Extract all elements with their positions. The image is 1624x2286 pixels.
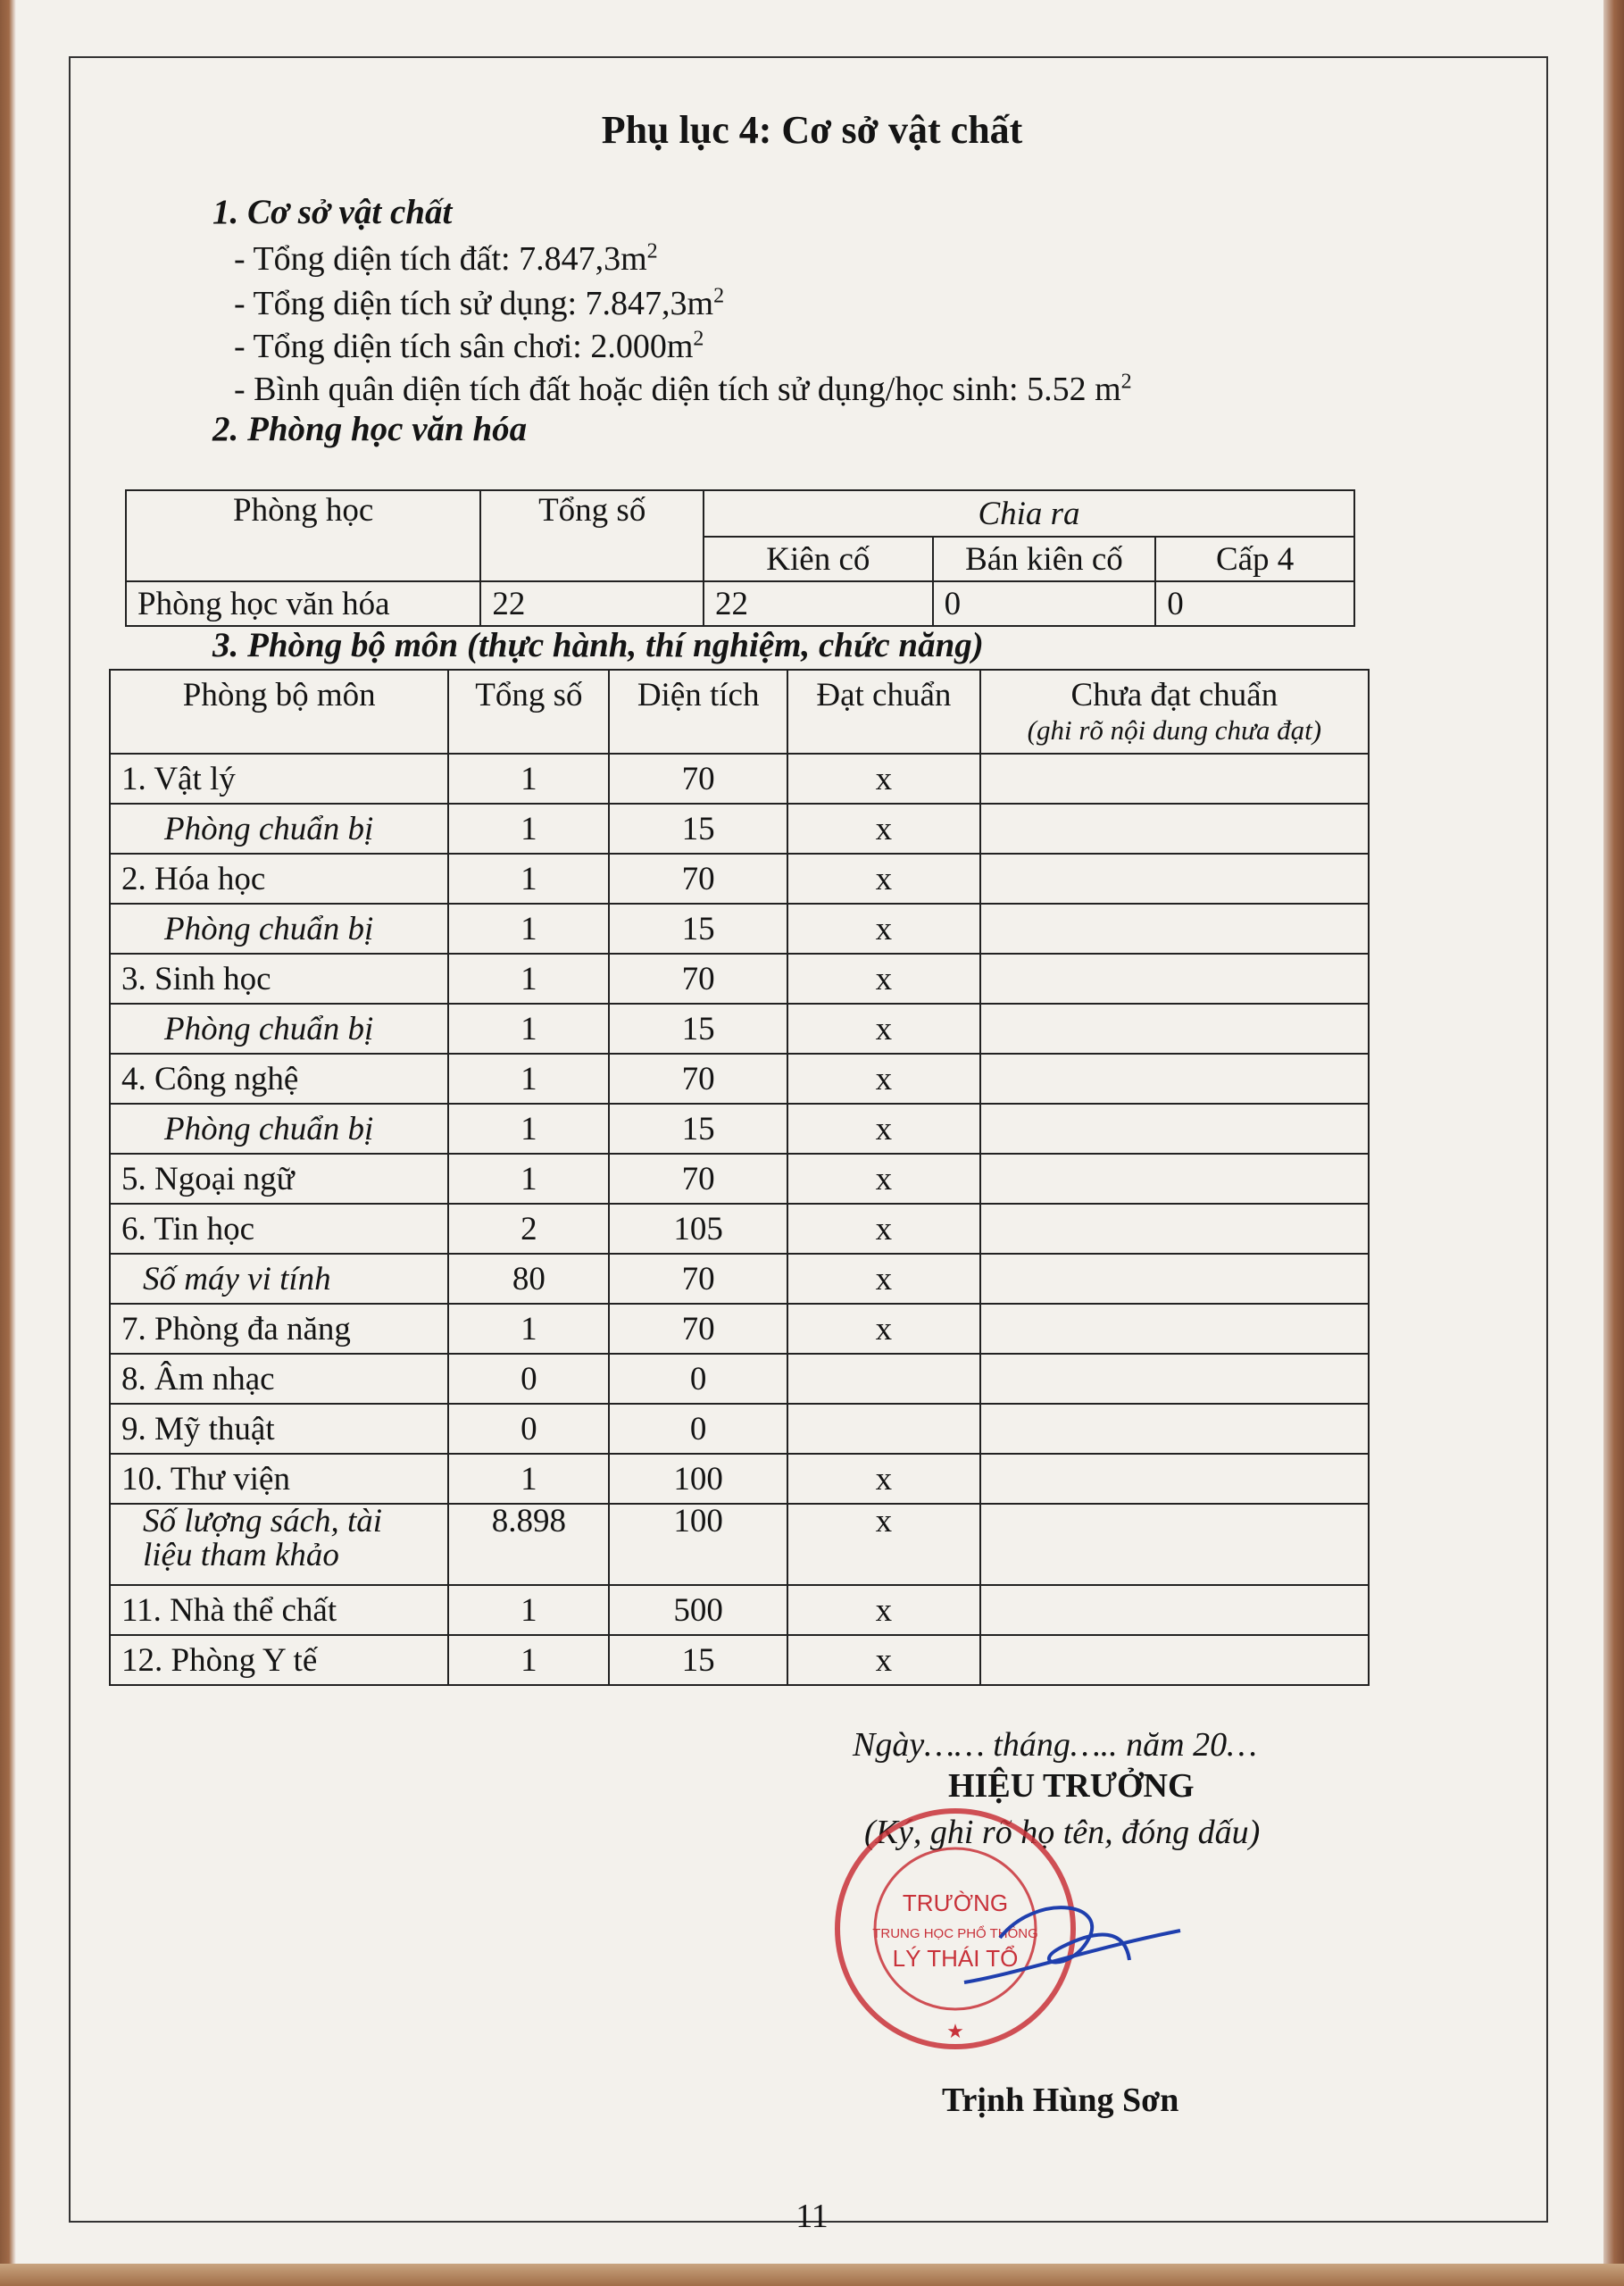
row-standard: x — [787, 1204, 980, 1254]
header-standard: Đạt chuẩn — [787, 670, 980, 754]
row-name: 2. Hóa học — [110, 854, 448, 904]
header-semi-solid: Bán kiên cố — [933, 537, 1156, 581]
section-2-heading: 2. Phòng học văn hóa — [212, 410, 528, 448]
header-subject-room: Phòng bộ môn — [110, 670, 448, 754]
row-total: 1 — [448, 854, 609, 904]
average-area-line: - Bình quân diện tích đất hoặc diện tích sử dụng/học sinh: 5.52 $m^2$ — [234, 370, 1132, 408]
row-area: 15 — [609, 1004, 787, 1054]
row-solid: 22 — [704, 581, 933, 626]
row-area: 15 — [609, 1635, 787, 1685]
table-row — [110, 1354, 1369, 1404]
row-area: 70 — [609, 1054, 787, 1104]
table-row — [110, 1154, 1369, 1204]
row-standard — [787, 1404, 980, 1454]
header-split: Chia ra — [704, 490, 1354, 537]
row-total: 1 — [448, 1304, 609, 1354]
table-row — [110, 1304, 1369, 1354]
row-standard: x — [787, 1154, 980, 1204]
table-surface — [0, 2264, 1624, 2286]
row-area: 15 — [609, 804, 787, 854]
row-total: 1 — [448, 1004, 609, 1054]
header-area: Diện tích — [609, 670, 787, 754]
row-standard: x — [787, 904, 980, 954]
svg-text:★: ★ — [946, 2020, 964, 2042]
row-total: 1 — [448, 754, 609, 804]
signature-note: (Ký, ghi rõ họ tên, đóng dấu) — [864, 1814, 1261, 1851]
row-area: 500 — [609, 1585, 787, 1635]
row-name: 6. Tin học — [110, 1204, 448, 1254]
table-row — [110, 954, 1369, 1004]
table-row — [110, 1054, 1369, 1104]
row-total: 1 — [448, 1635, 609, 1685]
row-total: 1 — [448, 1585, 609, 1635]
table-row — [110, 804, 1369, 854]
row-name: 8. Âm nhạc — [110, 1354, 448, 1404]
row-non-standard — [980, 1054, 1369, 1104]
row-standard: x — [787, 1454, 980, 1504]
table-row — [110, 754, 1369, 804]
row-name: Phòng chuẩn bị — [110, 1104, 448, 1154]
table-row — [110, 1204, 1369, 1254]
row-area: 0 — [609, 1404, 787, 1454]
table-row — [110, 1454, 1369, 1504]
row-area: 70 — [609, 1304, 787, 1354]
row-area: 100 — [609, 1504, 787, 1585]
row-standard: x — [787, 854, 980, 904]
section-3-heading: 3. Phòng bộ môn (thực hành, thí nghiệm, chức năng) — [212, 626, 984, 664]
row-area: 70 — [609, 1154, 787, 1204]
row-standard: x — [787, 1504, 980, 1585]
table-row — [110, 1004, 1369, 1054]
row-total: 1 — [448, 804, 609, 854]
row-name: 7. Phòng đa năng — [110, 1304, 448, 1354]
classroom-table — [125, 489, 1355, 627]
table-row — [110, 1254, 1369, 1304]
header-level-4: Cấp 4 — [1155, 537, 1354, 581]
row-area: 0 — [609, 1354, 787, 1404]
row-non-standard — [980, 1004, 1369, 1054]
land-area-line: - Tổng diện tích đất: $7.847,3m^2$ — [234, 239, 658, 278]
row-standard: x — [787, 1004, 980, 1054]
row-standard: x — [787, 1585, 980, 1635]
seal-line-3: LÝ THÁI TỔ — [892, 1945, 1019, 1972]
row-total: 8.898 — [448, 1504, 609, 1585]
row-non-standard — [980, 1154, 1369, 1204]
row-non-standard — [980, 1354, 1369, 1404]
row-name: Phòng chuẩn bị — [110, 804, 448, 854]
row-standard: x — [787, 1254, 980, 1304]
row-name: 9. Mỹ thuật — [110, 1404, 448, 1454]
row-non-standard — [980, 1104, 1369, 1154]
header-non-standard: Chưa đạt chuẩn (ghi rõ nội dung chưa đạt) — [980, 670, 1369, 754]
table-row — [110, 1504, 1369, 1585]
page-number: 11 — [795, 2198, 829, 2235]
row-area: 70 — [609, 1254, 787, 1304]
row-total: 1 — [448, 1054, 609, 1104]
row-name: 3. Sinh học — [110, 954, 448, 1004]
row-total: 0 — [448, 1404, 609, 1454]
seal-line-2: TRUNG HỌC PHỔ THÔNG — [872, 1926, 1038, 1941]
header-room: Phòng học — [126, 490, 480, 581]
row-area: 70 — [609, 854, 787, 904]
signature-date: Ngày…… tháng….. năm 20… — [853, 1726, 1257, 1764]
table-row — [110, 854, 1369, 904]
row-non-standard — [980, 954, 1369, 1004]
row-name: 1. Vật lý — [110, 754, 448, 804]
header-solid: Kiên cố — [704, 537, 933, 581]
row-total: 2 — [448, 1204, 609, 1254]
row-name: 10. Thư viện — [110, 1454, 448, 1504]
row-name: 12. Phòng Y tế — [110, 1635, 448, 1685]
section-1-heading: 1. Cơ sở vật chất — [212, 193, 453, 231]
row-name: 4. Công nghệ — [110, 1054, 448, 1104]
subject-rooms-table — [109, 669, 1370, 1686]
row-non-standard — [980, 754, 1369, 804]
row-name: Số lượng sách, tài liệu tham khảo — [110, 1504, 448, 1585]
row-standard: x — [787, 954, 980, 1004]
row-non-standard — [980, 804, 1369, 854]
row-standard: x — [787, 1635, 980, 1685]
table-row — [110, 904, 1369, 954]
row-name: Phòng học văn hóa — [126, 581, 480, 626]
row-total: 1 — [448, 954, 609, 1004]
row-name: 11. Nhà thể chất — [110, 1585, 448, 1635]
row-total: 1 — [448, 1104, 609, 1154]
row-semi-solid: 0 — [933, 581, 1156, 626]
row-area: 15 — [609, 904, 787, 954]
used-area-line: - Tổng diện tích sử dụng: $7.847,3m^2$ — [234, 284, 725, 322]
row-total: 1 — [448, 1454, 609, 1504]
row-name: Phòng chuẩn bị — [110, 904, 448, 954]
row-non-standard — [980, 1454, 1369, 1504]
signature-role: HIỆU TRƯỞNG — [948, 1767, 1195, 1805]
row-non-standard — [980, 1304, 1369, 1354]
table-row — [110, 1404, 1369, 1454]
row-total: 1 — [448, 904, 609, 954]
row-standard: x — [787, 1104, 980, 1154]
row-name: 5. Ngoại ngữ — [110, 1154, 448, 1204]
row-total: 22 — [480, 581, 704, 626]
header-total: Tổng số — [448, 670, 609, 754]
handwritten-signature — [946, 1875, 1196, 2009]
row-standard: x — [787, 1054, 980, 1104]
row-area: 100 — [609, 1454, 787, 1504]
header-total: Tổng số — [480, 490, 704, 581]
row-non-standard — [980, 1204, 1369, 1254]
row-area: 70 — [609, 754, 787, 804]
principal-name: Trịnh Hùng Sơn — [942, 2082, 1179, 2119]
row-standard: x — [787, 1304, 980, 1354]
page-title: Phụ lục 4: Cơ sở vật chất — [601, 108, 1023, 152]
row-area: 15 — [609, 1104, 787, 1154]
row-name: Phòng chuẩn bị — [110, 1004, 448, 1054]
row-area: 70 — [609, 954, 787, 1004]
row-non-standard — [980, 1404, 1369, 1454]
row-standard — [787, 1354, 980, 1404]
table-row — [110, 1635, 1369, 1685]
row-level-4: 0 — [1155, 581, 1354, 626]
row-name: Số máy vi tính — [110, 1254, 448, 1304]
table-row — [110, 1104, 1369, 1154]
seal-line-1: TRƯỜNG — [902, 1890, 1009, 1916]
row-total: 0 — [448, 1354, 609, 1404]
row-standard: x — [787, 754, 980, 804]
row-non-standard — [980, 904, 1369, 954]
row-non-standard — [980, 1635, 1369, 1685]
table-row — [126, 581, 1354, 626]
row-total: 1 — [448, 1154, 609, 1204]
row-area: 105 — [609, 1204, 787, 1254]
row-standard: x — [787, 804, 980, 854]
row-total: 80 — [448, 1254, 609, 1304]
playground-area-line: - Tổng diện tích sân chơi: $2.000m^2$ — [234, 327, 704, 365]
row-non-standard — [980, 1254, 1369, 1304]
row-non-standard — [980, 1585, 1369, 1635]
row-non-standard — [980, 854, 1369, 904]
table-row — [110, 1585, 1369, 1635]
row-non-standard — [980, 1504, 1369, 1585]
